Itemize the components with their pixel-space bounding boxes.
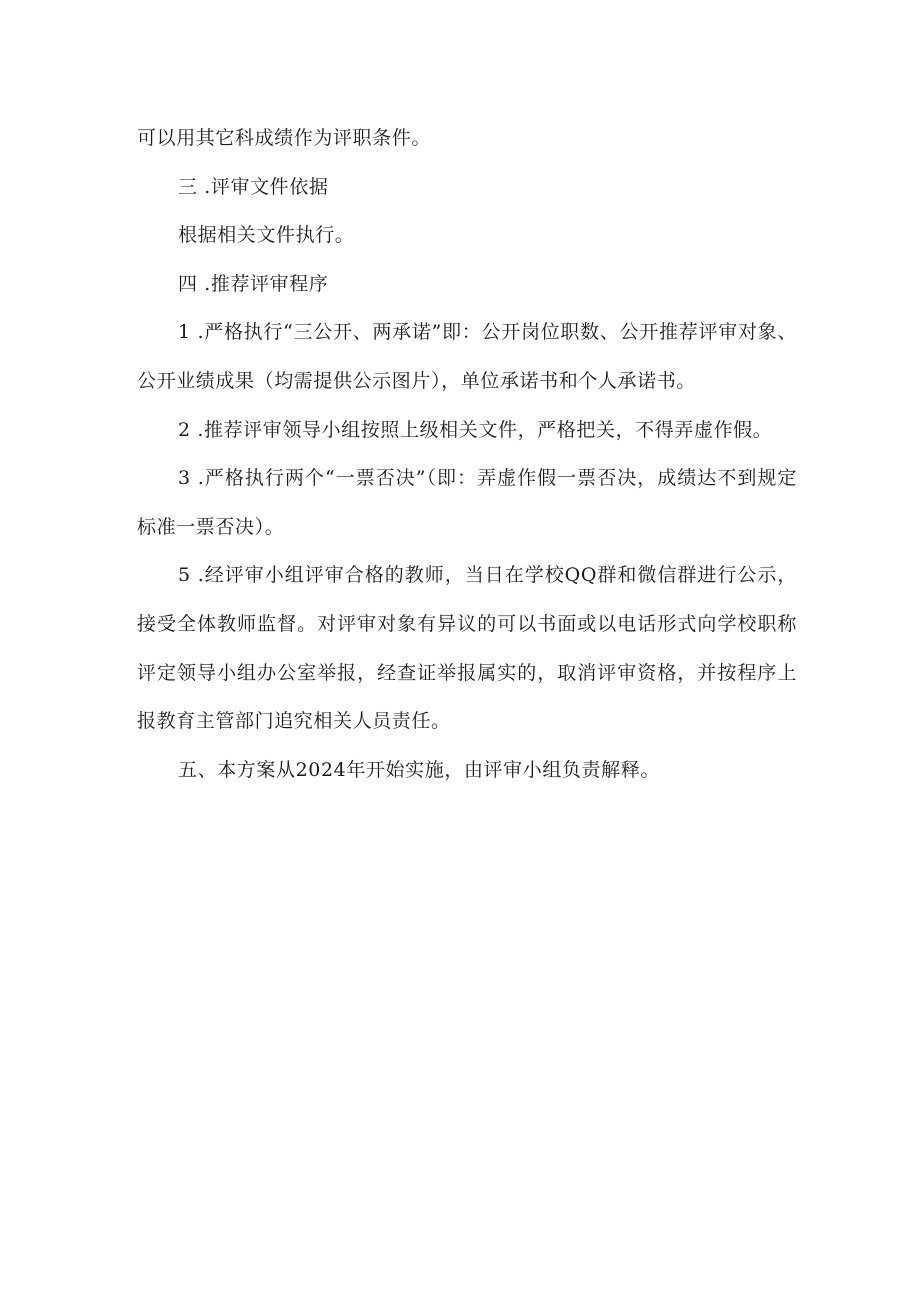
list-item-1: 1 .严格执行“三公开、两承诺”即：公开岗位职数、公开推荐评审对象、公开业绩成果（均需提供公示图片），单位承诺书和个人承诺书。 (137, 321, 797, 392)
section-heading-3: 三 .评审文件依据 (178, 175, 329, 198)
section-heading-5: 五、本方案从2024年开始实施，由评审小组负责解释。 (178, 758, 660, 781)
list-item-3: 3 .严格执行两个“一票否决”（即：弄虚作假一票否决，成绩达不到规定标准一票否决）。 (137, 467, 797, 538)
list-item-5: 5 .经评审小组评审合格的教师，当日在学校QQ群和微信群进行公示，接受全体教师监督。对评审对象有异议的可以书面或以电话形式向学校职称评定领导小组办公室举报，经查证举报属实的，取消评审资格，并按程序上报教育主管部门追究相关人员责任。 (137, 564, 797, 733)
paragraph-continuation: 可以用其它科成绩作为评职条件。 (137, 127, 432, 149)
document-body (137, 114, 797, 794)
paragraph-basis: 根据相关文件执行。 (178, 224, 355, 247)
list-item-2: 2 .推荐评审领导小组按照上级相关文件，严格把关，不得弄虚作假。 (178, 418, 773, 441)
section-heading-4: 四 .推荐评审程序 (178, 272, 329, 295)
